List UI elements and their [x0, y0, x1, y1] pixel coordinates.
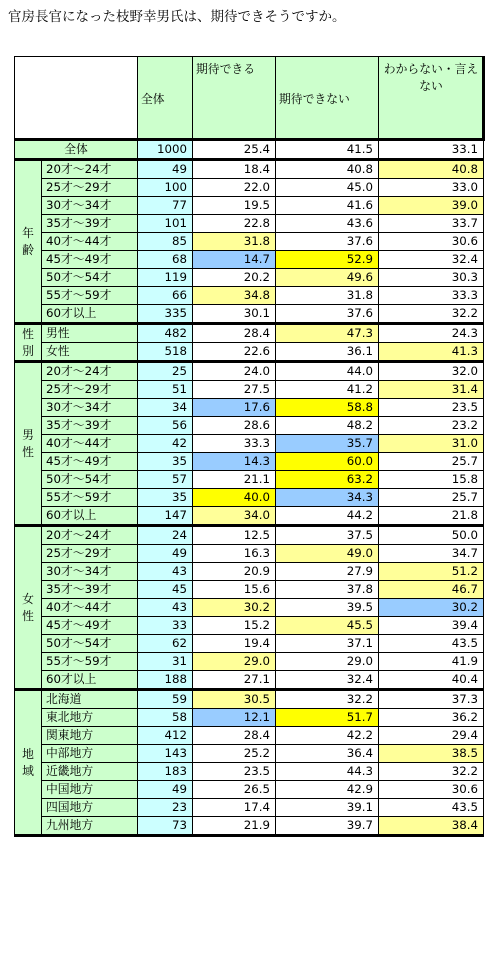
table-row: [15, 653, 484, 671]
not-expectable-cell: 49.6: [276, 269, 379, 287]
table-row: [15, 399, 484, 417]
table-row: [15, 617, 484, 635]
not-expectable-cell: 58.8: [276, 399, 379, 417]
unknown-cell: 15.8: [379, 471, 484, 489]
row-label: 関東地方: [42, 727, 138, 745]
count-cell: 23: [138, 799, 193, 817]
count-cell: 57: [138, 471, 193, 489]
not-expectable-cell: 32.4: [276, 671, 379, 690]
table-row: [15, 417, 484, 435]
count-cell: 42: [138, 435, 193, 453]
table-row: [15, 763, 484, 781]
count-cell: 100: [138, 179, 193, 197]
table-row: [15, 745, 484, 763]
expectable-cell: 40.0: [193, 489, 276, 507]
expectable-cell: 21.1: [193, 471, 276, 489]
expectable-cell: 12.1: [193, 709, 276, 727]
not-expectable-cell: 39.5: [276, 599, 379, 617]
row-label: 30才～34才: [42, 563, 138, 581]
expectable-cell: 19.5: [193, 197, 276, 215]
unknown-cell: 23.5: [379, 399, 484, 417]
not-expectable-cell: 37.5: [276, 526, 379, 545]
table-row: [15, 269, 484, 287]
unknown-cell: 33.7: [379, 215, 484, 233]
group-label: 男性: [15, 362, 42, 526]
count-cell: 73: [138, 817, 193, 836]
group-label: 地域: [15, 690, 42, 836]
row-label: 四国地方: [42, 799, 138, 817]
unknown-cell: 23.2: [379, 417, 484, 435]
unknown-cell: 37.3: [379, 690, 484, 709]
table-row: [15, 545, 484, 563]
table-row: [15, 781, 484, 799]
unknown-cell: 32.0: [379, 362, 484, 381]
table-row: [15, 489, 484, 507]
table-row: [15, 215, 484, 233]
not-expectable-cell: 27.9: [276, 563, 379, 581]
not-expectable-cell: 63.2: [276, 471, 379, 489]
row-label: 25才～29才: [42, 545, 138, 563]
count-cell: 183: [138, 763, 193, 781]
unknown-cell: 38.4: [379, 817, 484, 836]
not-expectable-cell: 40.8: [276, 160, 379, 179]
not-expectable-cell: 44.0: [276, 362, 379, 381]
table-row: [15, 563, 484, 581]
expectable-cell: 25.2: [193, 745, 276, 763]
expectable-cell: 12.5: [193, 526, 276, 545]
unknown-cell: 46.7: [379, 581, 484, 599]
expectable-cell: 17.4: [193, 799, 276, 817]
count-cell: 24: [138, 526, 193, 545]
expectable-cell: 14.3: [193, 453, 276, 471]
row-label: 35才～39才: [42, 215, 138, 233]
count-cell: 188: [138, 671, 193, 690]
count-cell: 43: [138, 563, 193, 581]
row-label: 中国地方: [42, 781, 138, 799]
table-row: [15, 471, 484, 489]
row-label: 45才～49才: [42, 251, 138, 269]
table-row: [15, 435, 484, 453]
expectable-cell: 21.9: [193, 817, 276, 836]
row-label: 東北地方: [42, 709, 138, 727]
row-label: 40才～44才: [42, 233, 138, 251]
table-row: [15, 324, 484, 343]
unknown-cell: 43.5: [379, 799, 484, 817]
not-expectable-cell: 41.2: [276, 381, 379, 399]
expectable-cell: 24.0: [193, 362, 276, 381]
table-row: [15, 160, 484, 179]
table-row: [15, 362, 484, 381]
not-expectable-cell: 29.0: [276, 653, 379, 671]
row-label: 60才以上: [42, 305, 138, 324]
expectable-cell: 20.2: [193, 269, 276, 287]
header-expectable: 期待できる: [193, 57, 276, 140]
unknown-cell: 31.0: [379, 435, 484, 453]
table-row: [15, 671, 484, 690]
table-row: [15, 305, 484, 324]
row-label: 20才～24才: [42, 160, 138, 179]
count-cell: 49: [138, 160, 193, 179]
table-row: [15, 381, 484, 399]
count-cell: 33: [138, 617, 193, 635]
unknown-cell: 32.2: [379, 305, 484, 324]
row-label: 中部地方: [42, 745, 138, 763]
count-cell: 85: [138, 233, 193, 251]
row-label: 45才～49才: [42, 617, 138, 635]
expectable-cell: 22.0: [193, 179, 276, 197]
table-row: [15, 197, 484, 215]
unknown-cell: 33.3: [379, 287, 484, 305]
not-expectable-cell: 52.9: [276, 251, 379, 269]
not-expectable-cell: 36.4: [276, 745, 379, 763]
row-label: 50才～54才: [42, 269, 138, 287]
count-cell: 35: [138, 489, 193, 507]
not-expectable-cell: 32.2: [276, 690, 379, 709]
row-label: 45才～49才: [42, 453, 138, 471]
row-label: 女性: [42, 343, 138, 362]
count-cell: 412: [138, 727, 193, 745]
group-label: 性別: [15, 324, 42, 362]
header-not-expectable: 期待できない: [276, 57, 379, 140]
row-label: 25才～29才: [42, 179, 138, 197]
expectable-cell: 17.6: [193, 399, 276, 417]
expectable-cell: 30.1: [193, 305, 276, 324]
not-expectable-cell: 39.7: [276, 817, 379, 836]
count-cell: 119: [138, 269, 193, 287]
expectable-cell: 29.0: [193, 653, 276, 671]
not-expectable-cell: 37.6: [276, 305, 379, 324]
total-label: 全体: [15, 140, 138, 160]
header-total: 全体: [138, 57, 193, 140]
row-label: 40才～44才: [42, 435, 138, 453]
count-cell: 518: [138, 343, 193, 362]
survey-table: [14, 56, 485, 837]
not-expectable-cell: 42.2: [276, 727, 379, 745]
unknown-cell: 43.5: [379, 635, 484, 653]
row-label: 50才～54才: [42, 471, 138, 489]
unknown-cell: 30.6: [379, 233, 484, 251]
count-cell: 43: [138, 599, 193, 617]
header-row: [15, 57, 484, 140]
expectable-cell: 18.4: [193, 160, 276, 179]
unknown-cell: 30.6: [379, 781, 484, 799]
unknown-cell: 34.7: [379, 545, 484, 563]
not-expectable-cell: 42.9: [276, 781, 379, 799]
not-expectable-cell: 60.0: [276, 453, 379, 471]
not-expectable-cell: 47.3: [276, 324, 379, 343]
unknown-cell: 25.7: [379, 453, 484, 471]
expectable-cell: 20.9: [193, 563, 276, 581]
expectable-cell: 28.6: [193, 417, 276, 435]
count-cell: 58: [138, 709, 193, 727]
expectable-cell: 34.0: [193, 507, 276, 526]
expectable-cell: 28.4: [193, 324, 276, 343]
count-cell: 51: [138, 381, 193, 399]
count-cell: 482: [138, 324, 193, 343]
table-row: [15, 581, 484, 599]
not-expectable-cell: 45.0: [276, 179, 379, 197]
table-row: [15, 599, 484, 617]
row-label: 近畿地方: [42, 763, 138, 781]
count-cell: 45: [138, 581, 193, 599]
unknown-cell: 32.2: [379, 763, 484, 781]
table-row: [15, 233, 484, 251]
expectable-cell: 31.8: [193, 233, 276, 251]
row-label: 男性: [42, 324, 138, 343]
expectable-cell: 33.3: [193, 435, 276, 453]
count-cell: 335: [138, 305, 193, 324]
not-expectable-cell: 45.5: [276, 617, 379, 635]
unknown-cell: 30.2: [379, 599, 484, 617]
table-row: [15, 817, 484, 836]
count-cell: 68: [138, 251, 193, 269]
count-cell: 35: [138, 453, 193, 471]
total-not-expectable: 41.5: [276, 140, 379, 160]
unknown-cell: 32.4: [379, 251, 484, 269]
not-expectable-cell: 36.1: [276, 343, 379, 362]
expectable-cell: 15.6: [193, 581, 276, 599]
not-expectable-cell: 37.8: [276, 581, 379, 599]
row-label: 北海道: [42, 690, 138, 709]
row-label: 60才以上: [42, 507, 138, 526]
expectable-cell: 14.7: [193, 251, 276, 269]
unknown-cell: 40.8: [379, 160, 484, 179]
group-label: 年齢: [15, 160, 42, 324]
unknown-cell: 24.3: [379, 324, 484, 343]
total-row: [15, 140, 484, 160]
count-cell: 25: [138, 362, 193, 381]
total-count: 1000: [138, 140, 193, 160]
unknown-cell: 51.2: [379, 563, 484, 581]
table-row: [15, 709, 484, 727]
table-row: [15, 251, 484, 269]
not-expectable-cell: 35.7: [276, 435, 379, 453]
header-unknown: わからない・言えない: [379, 57, 484, 140]
unknown-cell: 29.4: [379, 727, 484, 745]
row-label: 55才～59才: [42, 653, 138, 671]
unknown-cell: 38.5: [379, 745, 484, 763]
not-expectable-cell: 31.8: [276, 287, 379, 305]
row-label: 55才～59才: [42, 287, 138, 305]
table-row: [15, 799, 484, 817]
unknown-cell: 31.4: [379, 381, 484, 399]
count-cell: 62: [138, 635, 193, 653]
table-row: [15, 727, 484, 745]
expectable-cell: 26.5: [193, 781, 276, 799]
table-row: [15, 343, 484, 362]
count-cell: 49: [138, 781, 193, 799]
not-expectable-cell: 43.6: [276, 215, 379, 233]
count-cell: 101: [138, 215, 193, 233]
unknown-cell: 40.4: [379, 671, 484, 690]
row-label: 35才～39才: [42, 581, 138, 599]
total-unknown: 33.1: [379, 140, 484, 160]
row-label: 20才～24才: [42, 362, 138, 381]
table-row: [15, 287, 484, 305]
row-label: 25才～29才: [42, 381, 138, 399]
unknown-cell: 41.9: [379, 653, 484, 671]
table-row: [15, 179, 484, 197]
table-row: [15, 635, 484, 653]
row-label: 55才～59才: [42, 489, 138, 507]
expectable-cell: 27.5: [193, 381, 276, 399]
unknown-cell: 21.8: [379, 507, 484, 526]
row-label: 30才～34才: [42, 197, 138, 215]
expectable-cell: 22.6: [193, 343, 276, 362]
row-label: 九州地方: [42, 817, 138, 836]
count-cell: 49: [138, 545, 193, 563]
table-row: [15, 453, 484, 471]
expectable-cell: 28.4: [193, 727, 276, 745]
count-cell: 77: [138, 197, 193, 215]
count-cell: 147: [138, 507, 193, 526]
row-label: 50才～54才: [42, 635, 138, 653]
not-expectable-cell: 37.1: [276, 635, 379, 653]
row-label: 60才以上: [42, 671, 138, 690]
unknown-cell: 39.0: [379, 197, 484, 215]
not-expectable-cell: 37.6: [276, 233, 379, 251]
table-row: [15, 507, 484, 526]
expectable-cell: 30.5: [193, 690, 276, 709]
not-expectable-cell: 49.0: [276, 545, 379, 563]
count-cell: 66: [138, 287, 193, 305]
not-expectable-cell: 51.7: [276, 709, 379, 727]
count-cell: 56: [138, 417, 193, 435]
unknown-cell: 30.3: [379, 269, 484, 287]
expectable-cell: 19.4: [193, 635, 276, 653]
row-label: 35才～39才: [42, 417, 138, 435]
expectable-cell: 23.5: [193, 763, 276, 781]
not-expectable-cell: 44.2: [276, 507, 379, 526]
unknown-cell: 41.3: [379, 343, 484, 362]
not-expectable-cell: 41.6: [276, 197, 379, 215]
expectable-cell: 16.3: [193, 545, 276, 563]
count-cell: 31: [138, 653, 193, 671]
expectable-cell: 30.2: [193, 599, 276, 617]
not-expectable-cell: 39.1: [276, 799, 379, 817]
table-row: [15, 690, 484, 709]
not-expectable-cell: 34.3: [276, 489, 379, 507]
table-row: [15, 526, 484, 545]
expectable-cell: 22.8: [193, 215, 276, 233]
count-cell: 143: [138, 745, 193, 763]
total-expectable: 25.4: [193, 140, 276, 160]
count-cell: 34: [138, 399, 193, 417]
expectable-cell: 27.1: [193, 671, 276, 690]
unknown-cell: 33.0: [379, 179, 484, 197]
header-corner-cell: [15, 57, 138, 140]
row-label: 20才～24才: [42, 526, 138, 545]
page-title: 官房長官になった枝野幸男氏は、期待できそうですか。: [8, 9, 346, 25]
unknown-cell: 39.4: [379, 617, 484, 635]
not-expectable-cell: 44.3: [276, 763, 379, 781]
row-label: 30才～34才: [42, 399, 138, 417]
row-label: 40才～44才: [42, 599, 138, 617]
unknown-cell: 50.0: [379, 526, 484, 545]
group-label: 女性: [15, 526, 42, 690]
not-expectable-cell: 48.2: [276, 417, 379, 435]
table-body: [15, 57, 484, 836]
expectable-cell: 34.8: [193, 287, 276, 305]
unknown-cell: 25.7: [379, 489, 484, 507]
expectable-cell: 15.2: [193, 617, 276, 635]
count-cell: 59: [138, 690, 193, 709]
unknown-cell: 36.2: [379, 709, 484, 727]
